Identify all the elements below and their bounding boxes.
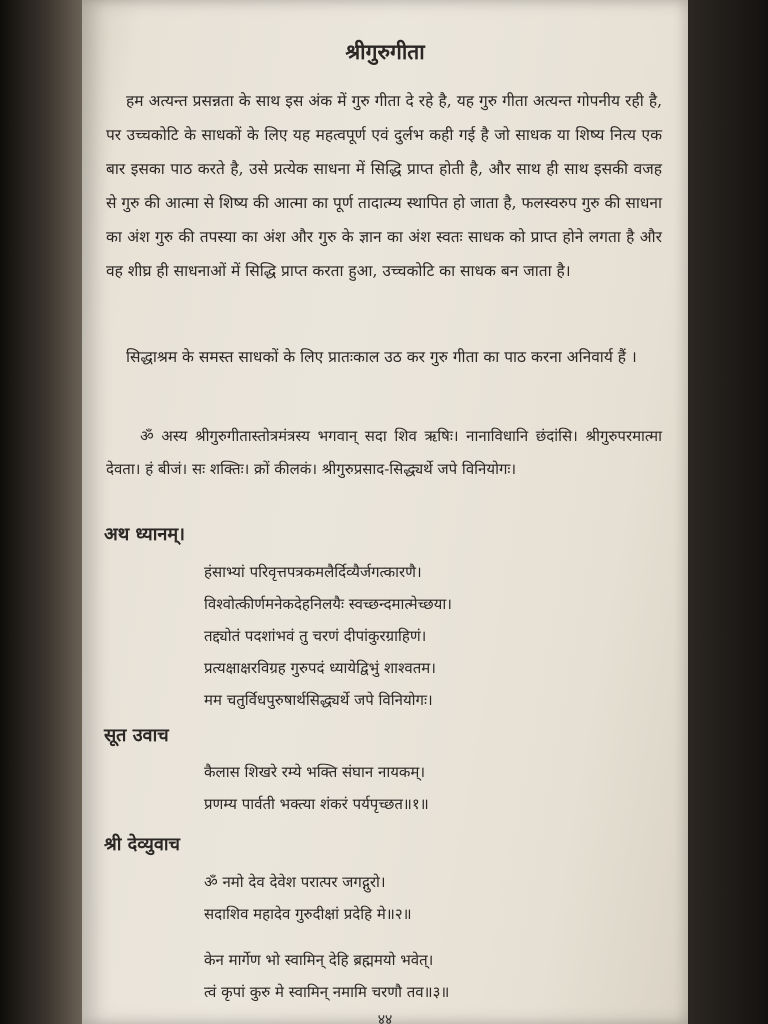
verse-line: तद्द्योतं पदशांभवं तु चरणं दीपांकुरग्राहिणं।	[204, 627, 427, 645]
viniyoga-paragraph: ॐ अस्य श्रीगुरुगीतास्तोत्रमंत्रस्य भगवान् सदा शिव ऋषिः। नानाविधानि छंदांसि। श्रीगुरुपरमात्मा देवता। हं बीजं। सः शक्तिः। क्रों कीलकं। श्रीगुरुप्रसाद-सिद्ध्यर्थे जपे विनियोगः।	[106, 427, 662, 478]
morning-recitation-paragraph: सिद्धाश्रम के समस्त साधकों के लिए प्रातःकाल उठ कर गुरु गीता का पाठ करना अनिवार्य हैं ।	[126, 348, 637, 366]
verse-line: प्रणम्य पार्वती भक्त्या शंकरं पर्यपृच्छत॥१॥	[204, 795, 429, 813]
verse-line: मम चतुर्विधपुरुषार्थसिद्ध्यर्थे जपे विनियोगः।	[204, 691, 433, 709]
verse-line: सदाशिव महादेव गुरुदीक्षां प्रदेहि मे॥२॥	[204, 905, 412, 923]
background-left	[0, 0, 84, 1024]
verse-gap	[204, 930, 664, 944]
verse-line: त्वं कृपां कुरु मे स्वामिन् नमामि चरणौ तव॥३॥	[204, 983, 450, 1001]
book-page	[82, 0, 688, 1024]
dhyanam-verses	[204, 556, 664, 716]
verse-line: कैलास शिखरे रम्ये भक्ति संघान नायकम्।	[204, 763, 426, 781]
verse-line: ॐ नमो देव देवेश परात्पर जगद्गुरो।	[204, 873, 386, 891]
page-title: श्रीगुरुगीता	[345, 39, 425, 64]
background-right	[686, 0, 768, 1024]
section-heading-dhyanam: अथ ध्यानम्।	[104, 524, 185, 545]
verse-line: विश्वोत्कीर्णमनेकदेहनिलयैः स्वच्छन्दमात्मेच्छया।	[204, 595, 452, 613]
page-number: ४४	[377, 1012, 393, 1024]
section-heading-devi-uvach: श्री देव्युवाच	[104, 834, 180, 855]
verse-line: हंसाभ्यां परिवृत्तपत्रकमलैर्दिव्यैर्जगत्कारणै।	[204, 563, 422, 581]
section-heading-suta-uvach: सूत उवाच	[104, 725, 169, 746]
verse-line: केन मार्गेण भो स्वामिन् देहि ब्रह्ममयो भवेत्।	[204, 951, 434, 969]
devi-verses	[204, 866, 664, 1008]
suta-verses	[204, 756, 664, 820]
intro-paragraph: हम अत्यन्त प्रसन्नता के साथ इस अंक में गुरु गीता दे रहे है, यह गुरु गीता अत्यन्त गोपनीय रही है, पर उच्चकोटि के साधकों के लिए यह महत्वपूर्ण एवं दुर्लभ कही गई है जो साधक या शिष्य नित्य एक बार इसका पाठ करते है, उसे प्रत्येक साधना में सिद्धि प्राप्त होती है, और साथ ही साथ इसकी वजह से गुरु की आत्मा से शिष्य की आत्मा का पूर्ण तादात्म्य स्थापित हो जाता है, फलस्वरुप गुरु की साधना का अंश गुरु की तपस्या का अंश और गुरु के ज्ञान का अंश स्वतः साधक को प्राप्त होने लगता है और वह शीघ्र ही साधनाओं में सिद्धि प्राप्त करता हुआ, उच्चकोटि का साधक बन जाता है।	[106, 92, 662, 280]
verse-line: प्रत्यक्षाक्षरविग्रह गुरुपदं ध्यायेद्विभुं शाश्वतम।	[204, 659, 436, 677]
